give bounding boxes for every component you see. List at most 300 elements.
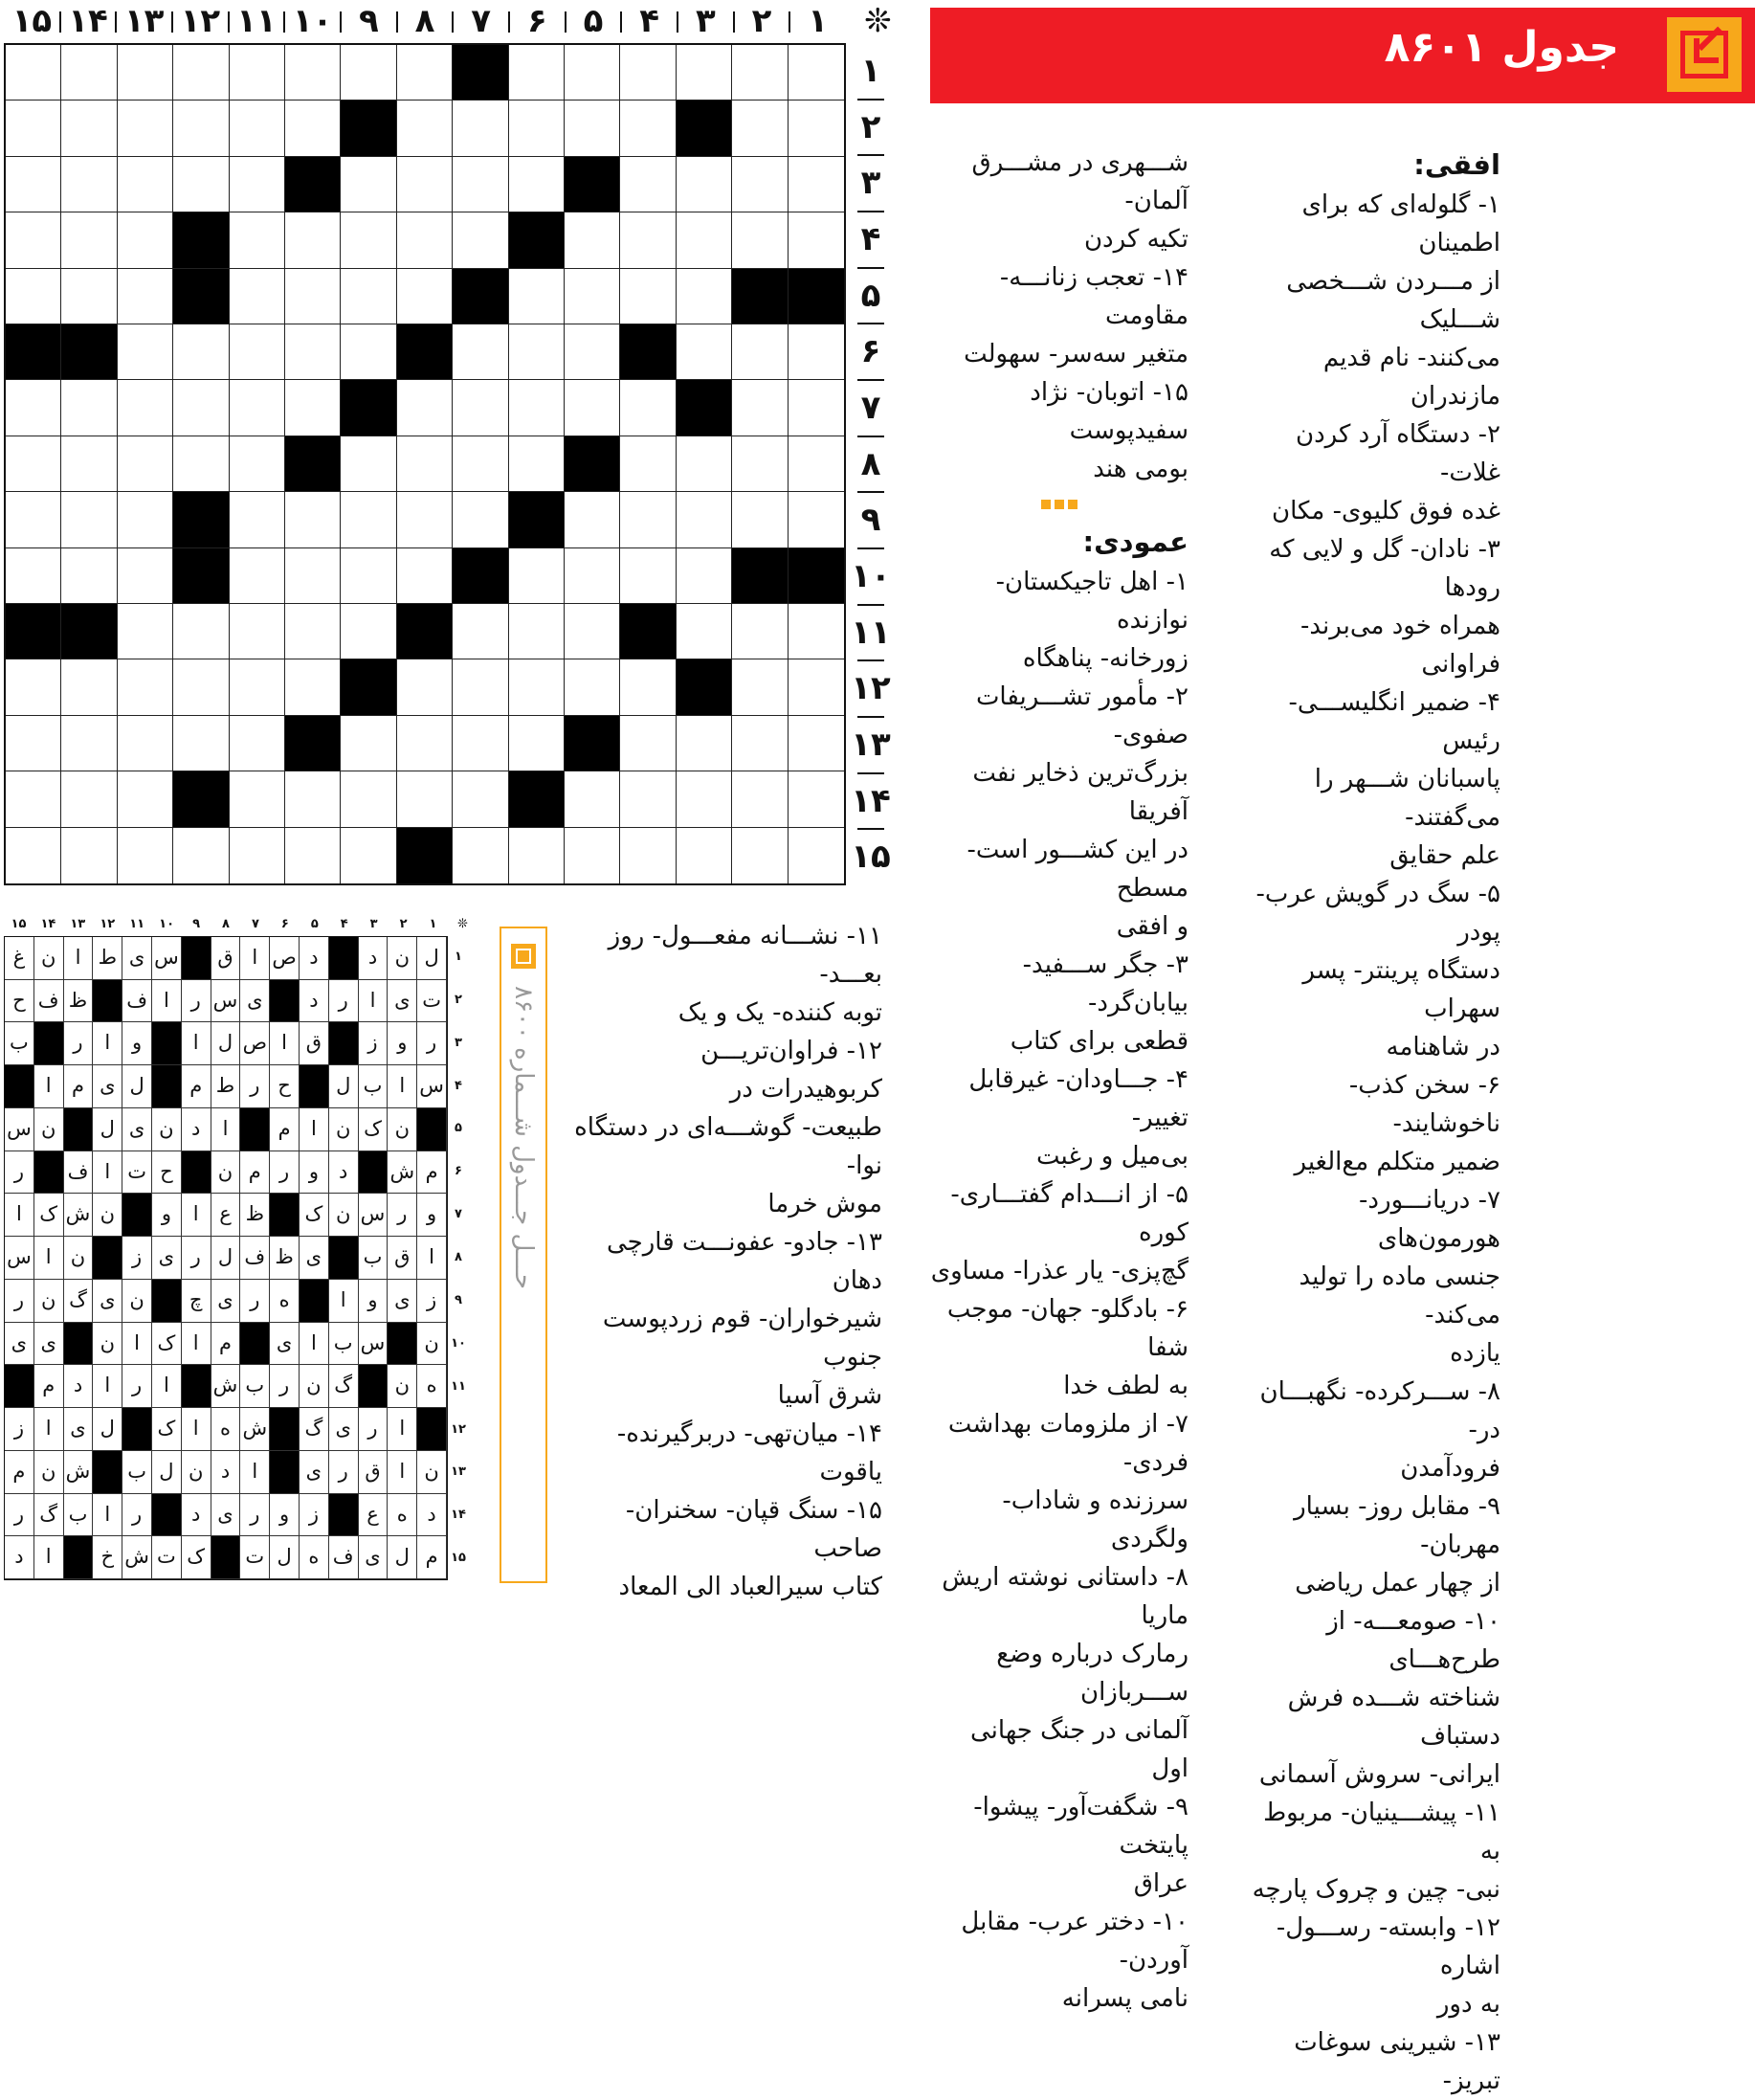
- grid-cell[interactable]: [789, 436, 844, 492]
- grid-cell[interactable]: [397, 436, 453, 492]
- grid-cell[interactable]: [677, 548, 732, 604]
- solution-cell: ظ: [64, 980, 94, 1023]
- solution-cell: ک: [182, 1536, 211, 1579]
- grid-cell[interactable]: [397, 212, 453, 268]
- grid-cell[interactable]: [285, 269, 341, 324]
- grid-cell[interactable]: [397, 659, 453, 715]
- grid-cell[interactable]: [6, 659, 61, 715]
- grid-cell[interactable]: [732, 548, 788, 604]
- grid-cell[interactable]: [732, 436, 788, 492]
- grid-cell[interactable]: [341, 828, 396, 883]
- solution-column-number: ۷: [251, 917, 259, 931]
- grid-cell[interactable]: [118, 157, 173, 212]
- grid-cell[interactable]: [285, 771, 341, 827]
- grid-cell[interactable]: [509, 101, 565, 156]
- grid-cell[interactable]: [230, 828, 285, 883]
- grid-cell[interactable]: [341, 212, 396, 268]
- grid-cell[interactable]: [620, 828, 676, 883]
- grid-cell[interactable]: [789, 324, 844, 380]
- solution-cell: ن: [388, 1108, 417, 1151]
- grid-cell[interactable]: [620, 324, 676, 380]
- grid-cell[interactable]: [61, 492, 117, 547]
- grid-cell[interactable]: [732, 45, 788, 101]
- grid-cell[interactable]: [732, 101, 788, 156]
- solution-cell: ب: [5, 1022, 34, 1065]
- grid-cell[interactable]: [565, 604, 620, 659]
- solution-cell: د: [329, 1151, 359, 1195]
- solution-cell: [152, 1280, 182, 1323]
- grid-cell[interactable]: [397, 157, 453, 212]
- grid-cell[interactable]: [732, 324, 788, 380]
- grid-cell[interactable]: [789, 604, 844, 659]
- grid-cell[interactable]: [453, 548, 508, 604]
- grid-cell[interactable]: [789, 269, 844, 324]
- grid-cell[interactable]: [789, 157, 844, 212]
- grid-cell[interactable]: [397, 380, 453, 436]
- grid-cell[interactable]: [173, 380, 229, 436]
- grid-cell[interactable]: [6, 157, 61, 212]
- grid-cell[interactable]: [341, 436, 396, 492]
- grid-cell[interactable]: [677, 771, 732, 827]
- grid-cell[interactable]: [789, 771, 844, 827]
- grid-cell[interactable]: [61, 659, 117, 715]
- grid-cell[interactable]: [397, 101, 453, 156]
- grid-cell[interactable]: [453, 604, 508, 659]
- grid-cell[interactable]: [397, 269, 453, 324]
- grid-cell[interactable]: [620, 380, 676, 436]
- grid-cell[interactable]: [341, 269, 396, 324]
- grid-cell[interactable]: [620, 659, 676, 715]
- grid-cell[interactable]: [285, 659, 341, 715]
- grid-cell[interactable]: [453, 212, 508, 268]
- grid-cell[interactable]: [677, 828, 732, 883]
- grid-cell[interactable]: [118, 548, 173, 604]
- grid-cell[interactable]: [230, 604, 285, 659]
- grid-cell[interactable]: [732, 380, 788, 436]
- solution-cell: ا: [182, 1323, 211, 1366]
- grid-cell[interactable]: [565, 269, 620, 324]
- grid-cell[interactable]: [230, 324, 285, 380]
- grid-cell[interactable]: [453, 492, 508, 547]
- grid-cell[interactable]: [173, 548, 229, 604]
- grid-cell[interactable]: [509, 436, 565, 492]
- grid-cell[interactable]: [341, 716, 396, 771]
- grid-cell[interactable]: [620, 716, 676, 771]
- grid-cell[interactable]: [285, 157, 341, 212]
- grid-cell[interactable]: [285, 548, 341, 604]
- grid-cell[interactable]: [677, 604, 732, 659]
- grid-cell[interactable]: [509, 45, 565, 101]
- grid-cell[interactable]: [230, 269, 285, 324]
- row-number: ۱۰: [851, 557, 891, 595]
- grid-cell[interactable]: [677, 436, 732, 492]
- grid-cell[interactable]: [341, 492, 396, 547]
- grid-cell[interactable]: [620, 101, 676, 156]
- grid-cell[interactable]: [453, 269, 508, 324]
- solution-cell: ل: [211, 1237, 241, 1280]
- grid-cell[interactable]: [341, 604, 396, 659]
- grid-cell[interactable]: [61, 157, 117, 212]
- column-separator: [171, 11, 173, 33]
- grid-cell[interactable]: [341, 45, 396, 101]
- grid-cell[interactable]: [118, 269, 173, 324]
- grid-cell[interactable]: [565, 45, 620, 101]
- clues-column-middle: [930, 144, 1189, 2018]
- solution-cell: [270, 1408, 300, 1451]
- solution-cell: ی: [122, 937, 152, 980]
- grid-cell[interactable]: [732, 604, 788, 659]
- solution-cell: ر: [329, 980, 359, 1023]
- grid-cell[interactable]: [620, 548, 676, 604]
- grid-cell[interactable]: [397, 548, 453, 604]
- grid-cell[interactable]: [677, 716, 732, 771]
- solution-cell: ا: [211, 1108, 241, 1151]
- grid-cell[interactable]: [789, 212, 844, 268]
- grid-cell[interactable]: [118, 828, 173, 883]
- grid-cell[interactable]: [285, 716, 341, 771]
- grid-cell[interactable]: [61, 212, 117, 268]
- grid-cell[interactable]: [789, 828, 844, 883]
- grid-cell[interactable]: [61, 269, 117, 324]
- row-separator: [857, 828, 884, 830]
- grid-cell[interactable]: [173, 45, 229, 101]
- solution-cell: [64, 1536, 94, 1579]
- grid-cell[interactable]: [453, 771, 508, 827]
- grid-cell[interactable]: [341, 157, 396, 212]
- grid-cell[interactable]: [397, 324, 453, 380]
- clue-line: طبیعت- گوشـــه‌ای در دستگاه نوا-: [574, 1113, 882, 1180]
- clue-line: ۳- جگر ســـفید- بیابان‌گرد-: [1022, 950, 1189, 1017]
- grid-cell[interactable]: [509, 157, 565, 212]
- grid-cell[interactable]: [677, 659, 732, 715]
- grid-cell[interactable]: [509, 548, 565, 604]
- grid-cell[interactable]: [118, 212, 173, 268]
- grid-cell[interactable]: [565, 380, 620, 436]
- solution-cell: ا: [64, 937, 94, 980]
- grid-cell[interactable]: [6, 101, 61, 156]
- grid-cell[interactable]: [565, 659, 620, 715]
- grid-cell[interactable]: [285, 380, 341, 436]
- grid-cell[interactable]: [61, 716, 117, 771]
- row-number: ۱۳: [851, 726, 891, 764]
- grid-cell[interactable]: [789, 716, 844, 771]
- grid-cell[interactable]: [230, 436, 285, 492]
- grid-cell[interactable]: [620, 157, 676, 212]
- grid-cell[interactable]: [789, 659, 844, 715]
- grid-cell[interactable]: [453, 45, 508, 101]
- grid-cell[interactable]: [509, 659, 565, 715]
- solution-row-number: ۱۰: [451, 1335, 466, 1351]
- solution-row-number: ۱: [455, 949, 462, 964]
- solution-column-number: ۱۰: [159, 917, 175, 931]
- grid-cell[interactable]: [565, 771, 620, 827]
- solution-cell: ن: [417, 1323, 447, 1366]
- grid-cell[interactable]: [732, 269, 788, 324]
- grid-cell[interactable]: [453, 659, 508, 715]
- column-separator: [565, 11, 566, 33]
- grid-cell[interactable]: [620, 45, 676, 101]
- solution-cell: [329, 1022, 359, 1065]
- grid-cell[interactable]: [341, 548, 396, 604]
- grid-cell[interactable]: [620, 604, 676, 659]
- grid-cell[interactable]: [230, 659, 285, 715]
- grid-cell[interactable]: [341, 771, 396, 827]
- grid-cell[interactable]: [732, 492, 788, 547]
- grid-cell[interactable]: [173, 828, 229, 883]
- grid-cell[interactable]: [397, 45, 453, 101]
- grid-cell[interactable]: [565, 828, 620, 883]
- section-divider-dots-icon: [930, 500, 1189, 509]
- grid-cell[interactable]: [6, 716, 61, 771]
- grid-cell[interactable]: [118, 380, 173, 436]
- row-separator: [857, 267, 884, 269]
- column-separator: [115, 11, 117, 33]
- grid-cell[interactable]: [565, 436, 620, 492]
- grid-cell[interactable]: [620, 771, 676, 827]
- column-separator: [789, 11, 790, 33]
- grid-cell[interactable]: [509, 828, 565, 883]
- grid-cell[interactable]: [677, 324, 732, 380]
- grid-cell[interactable]: [118, 771, 173, 827]
- grid-cell[interactable]: [732, 771, 788, 827]
- grid-cell[interactable]: [118, 492, 173, 547]
- grid-cell[interactable]: [285, 324, 341, 380]
- column-number: ۱۱: [236, 2, 277, 40]
- solution-cell: و: [417, 1194, 447, 1237]
- grid-cell[interactable]: [789, 101, 844, 156]
- grid-cell[interactable]: [565, 324, 620, 380]
- clue-line: ۱۴- میان‌تهی- دربرگیرنده- یاقوت: [616, 1419, 882, 1486]
- grid-cell[interactable]: [61, 548, 117, 604]
- grid-cell[interactable]: [677, 269, 732, 324]
- grid-cell[interactable]: [173, 436, 229, 492]
- grid-cell[interactable]: [118, 716, 173, 771]
- solution-cell: و: [270, 1494, 300, 1537]
- clue-line: ۱- گلوله‌ای که برای اطمینان: [1301, 190, 1500, 257]
- grid-cell[interactable]: [453, 157, 508, 212]
- row-separator: [857, 491, 884, 493]
- grid-cell[interactable]: [397, 492, 453, 547]
- clue-line: جنسی ماده را تولید می‌کند-: [1299, 1262, 1500, 1329]
- row-number: ۳: [860, 164, 881, 203]
- grid-cell[interactable]: [6, 380, 61, 436]
- solution-cell: ر: [270, 1365, 300, 1408]
- solution-cell: ب: [122, 1451, 152, 1494]
- grid-cell[interactable]: [677, 45, 732, 101]
- grid-cell[interactable]: [620, 269, 676, 324]
- grid-cell[interactable]: [565, 492, 620, 547]
- clue-line: می‌کنند- نام قدیم مازندران: [1322, 344, 1500, 411]
- grid-cell[interactable]: [565, 157, 620, 212]
- solution-cell: ف: [34, 980, 64, 1023]
- solution-column-number: ۱۴: [40, 917, 56, 931]
- grid-cell[interactable]: [677, 492, 732, 547]
- grid-cell[interactable]: [230, 716, 285, 771]
- grid-cell[interactable]: [341, 101, 396, 156]
- grid-cell[interactable]: [6, 269, 61, 324]
- grid-cell[interactable]: [285, 492, 341, 547]
- solution-cell: ن: [388, 1365, 417, 1408]
- grid-cell[interactable]: [677, 157, 732, 212]
- row-number: ۶: [860, 332, 881, 371]
- grid-cell[interactable]: [509, 771, 565, 827]
- solution-cell: ق: [300, 1022, 329, 1065]
- solution-cell: ک: [152, 1323, 182, 1366]
- grid-cell[interactable]: [509, 269, 565, 324]
- grid-cell[interactable]: [118, 45, 173, 101]
- grid-cell[interactable]: [397, 716, 453, 771]
- grid-cell[interactable]: [453, 324, 508, 380]
- grid-cell[interactable]: [509, 604, 565, 659]
- grid-cell[interactable]: [6, 212, 61, 268]
- grid-cell[interactable]: [118, 604, 173, 659]
- grid-cell[interactable]: [789, 548, 844, 604]
- grid-cell[interactable]: [285, 101, 341, 156]
- grid-cell[interactable]: [61, 380, 117, 436]
- clue-line: ۷- دریانـــورد- هورمون‌های: [1359, 1186, 1500, 1253]
- grid-cell[interactable]: [453, 436, 508, 492]
- grid-cell[interactable]: [173, 659, 229, 715]
- grid-cell[interactable]: [677, 101, 732, 156]
- grid-cell[interactable]: [620, 492, 676, 547]
- solution-cell: ش: [211, 1365, 241, 1408]
- grid-cell[interactable]: [341, 659, 396, 715]
- clue-line: ۴- جـــاودان- غیرقابل تغییر-: [968, 1065, 1189, 1132]
- grid-cell[interactable]: [341, 324, 396, 380]
- grid-cell[interactable]: [732, 659, 788, 715]
- grid-cell[interactable]: [118, 324, 173, 380]
- solution-cell: و: [359, 1280, 389, 1323]
- grid-cell[interactable]: [61, 101, 117, 156]
- clue-line: کتاب سیرالعباد الی المعاد: [618, 1573, 882, 1601]
- grid-cell[interactable]: [173, 604, 229, 659]
- solution-row-number: ۴: [455, 1078, 462, 1093]
- solution-cell: س: [211, 980, 241, 1023]
- grid-cell[interactable]: [61, 828, 117, 883]
- grid-cell[interactable]: [509, 212, 565, 268]
- grid-cell[interactable]: [6, 436, 61, 492]
- grid-cell[interactable]: [509, 380, 565, 436]
- grid-cell[interactable]: [230, 157, 285, 212]
- grid-cell[interactable]: [61, 771, 117, 827]
- clue-line: ۱۵- سنگ قپان- سخنران- صاحب: [625, 1496, 882, 1563]
- grid-cell[interactable]: [397, 604, 453, 659]
- grid-cell[interactable]: [230, 212, 285, 268]
- solution-cell: ف: [122, 980, 152, 1023]
- solution-cell: ی: [329, 1408, 359, 1451]
- grid-cell[interactable]: [397, 828, 453, 883]
- solution-cell: ظ: [240, 1194, 270, 1237]
- solution-cell: [93, 1451, 122, 1494]
- grid-cell[interactable]: [789, 492, 844, 547]
- grid-cell[interactable]: [230, 492, 285, 547]
- grid-cell[interactable]: [173, 101, 229, 156]
- grid-cell[interactable]: [453, 828, 508, 883]
- grid-cell[interactable]: [509, 324, 565, 380]
- grid-cell[interactable]: [565, 716, 620, 771]
- grid-cell[interactable]: [6, 324, 61, 380]
- grid-cell[interactable]: [61, 45, 117, 101]
- solution-cell: ک: [34, 1194, 64, 1237]
- column-separator: [59, 11, 61, 33]
- grid-cell[interactable]: [509, 492, 565, 547]
- grid-cell[interactable]: [61, 436, 117, 492]
- solution-cell: [34, 1151, 64, 1195]
- solution-cell: ی: [270, 1323, 300, 1366]
- grid-cell[interactable]: [118, 659, 173, 715]
- grid-cell[interactable]: [732, 157, 788, 212]
- solution-cell: ر: [329, 1451, 359, 1494]
- grid-cell[interactable]: [6, 828, 61, 883]
- grid-cell[interactable]: [118, 436, 173, 492]
- grid-cell[interactable]: [173, 269, 229, 324]
- grid-cell[interactable]: [285, 45, 341, 101]
- grid-cell[interactable]: [620, 212, 676, 268]
- grid-cell[interactable]: [6, 548, 61, 604]
- grid-cell[interactable]: [118, 101, 173, 156]
- grid-cell[interactable]: [565, 212, 620, 268]
- grid-cell[interactable]: [173, 157, 229, 212]
- grid-cell[interactable]: [285, 828, 341, 883]
- grid-cell[interactable]: [173, 716, 229, 771]
- grid-cell[interactable]: [230, 548, 285, 604]
- grid-cell[interactable]: [285, 212, 341, 268]
- solution-cell: م: [270, 1108, 300, 1151]
- grid-cell[interactable]: [509, 716, 565, 771]
- solution-cell: [5, 1365, 34, 1408]
- grid-cell[interactable]: [61, 324, 117, 380]
- solution-cell: [417, 1108, 447, 1151]
- clue-line: ۶- سخن کذب- ناخوشایند-: [1348, 1071, 1500, 1138]
- grid-cell[interactable]: [230, 45, 285, 101]
- grid-cell[interactable]: [173, 492, 229, 547]
- grid-cell[interactable]: [173, 771, 229, 827]
- grid-cell[interactable]: [6, 604, 61, 659]
- grid-cell[interactable]: [341, 380, 396, 436]
- grid-cell[interactable]: [173, 212, 229, 268]
- clue-line: ۳- نادان- گل و لایی که رودها: [1269, 535, 1500, 602]
- grid-cell[interactable]: [230, 101, 285, 156]
- grid-cell[interactable]: [6, 771, 61, 827]
- solution-cell: ن: [329, 1194, 359, 1237]
- grid-cell[interactable]: [285, 604, 341, 659]
- grid-cell[interactable]: [453, 716, 508, 771]
- grid-cell[interactable]: [732, 716, 788, 771]
- grid-cell[interactable]: [230, 771, 285, 827]
- grid-cell[interactable]: [173, 324, 229, 380]
- grid-cell[interactable]: [789, 45, 844, 101]
- grid-cell[interactable]: [285, 436, 341, 492]
- grid-cell[interactable]: [732, 212, 788, 268]
- grid-cell[interactable]: [789, 380, 844, 436]
- grid-cell[interactable]: [6, 492, 61, 547]
- grid-cell[interactable]: [230, 380, 285, 436]
- grid-cell[interactable]: [453, 101, 508, 156]
- grid-cell[interactable]: [565, 548, 620, 604]
- grid-cell[interactable]: [565, 101, 620, 156]
- solution-cell: ر: [240, 1065, 270, 1108]
- grid-cell[interactable]: [677, 380, 732, 436]
- grid-cell[interactable]: [397, 771, 453, 827]
- grid-cell[interactable]: [453, 380, 508, 436]
- grid-cell[interactable]: [61, 604, 117, 659]
- grid-cell[interactable]: [677, 212, 732, 268]
- grid-cell[interactable]: [620, 436, 676, 492]
- solution-cell: ر: [5, 1494, 34, 1537]
- grid-cell[interactable]: [6, 45, 61, 101]
- clue-line: ضمیر متکلم مع‌الغیر: [1294, 1148, 1500, 1176]
- grid-cell[interactable]: [732, 828, 788, 883]
